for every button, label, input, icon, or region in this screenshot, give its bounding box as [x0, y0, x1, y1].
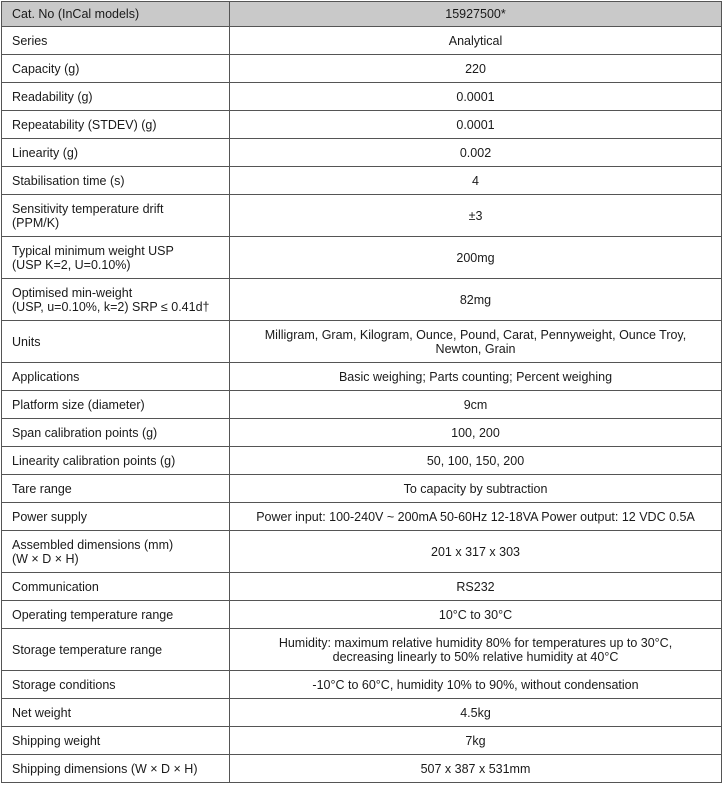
row-label	[2, 391, 230, 419]
row-label	[2, 27, 230, 55]
row-label-text: Net weight	[12, 705, 72, 720]
row-value	[230, 727, 722, 755]
table-row	[2, 447, 722, 475]
row-label-text: Storage temperature range	[12, 642, 163, 657]
row-label-text: Assembled dimensions (mm) (W × D × H)	[12, 537, 174, 566]
table-row	[2, 475, 722, 503]
row-value-text: 50, 100, 150, 200	[426, 453, 525, 468]
row-value	[230, 111, 722, 139]
row-value	[230, 755, 722, 783]
row-value	[230, 601, 722, 629]
row-value-text: 9cm	[463, 397, 488, 412]
row-value	[230, 447, 722, 475]
row-value	[230, 237, 722, 279]
row-value-text: 201 x 317 x 303	[431, 544, 520, 559]
row-label-text: Tare range	[12, 481, 72, 496]
row-label	[2, 83, 230, 111]
row-value	[230, 419, 722, 447]
table-row	[2, 279, 722, 321]
header-value: 15927500*	[230, 2, 722, 27]
table-row	[2, 167, 722, 195]
row-value-text: 4	[472, 173, 479, 188]
row-value	[230, 27, 722, 55]
table-row	[2, 55, 722, 83]
table-row	[2, 27, 722, 55]
row-value-text: Basic weighing; Parts counting; Percent weighing	[338, 369, 613, 384]
row-value	[230, 699, 722, 727]
row-label-text: Series	[12, 33, 48, 48]
header-label: Cat. No (InCal models)	[2, 2, 230, 27]
row-label-text: Platform size (diameter)	[12, 397, 145, 412]
row-value	[230, 671, 722, 699]
table-row	[2, 83, 722, 111]
row-label	[2, 111, 230, 139]
row-value-text: -10°C to 60°C, humidity 10% to 90%, without condensation	[312, 677, 639, 692]
table-row	[2, 195, 722, 237]
row-label	[2, 139, 230, 167]
row-label-text: Communication	[12, 579, 99, 594]
row-label	[2, 629, 230, 671]
row-value-text: 0.0001	[456, 89, 495, 104]
row-value-text: 7kg	[465, 733, 486, 748]
row-label	[2, 475, 230, 503]
row-value	[230, 195, 722, 237]
row-label-text: Units	[12, 334, 41, 349]
header-row	[2, 2, 722, 27]
row-value-text: 100, 200	[451, 425, 500, 440]
table-row	[2, 573, 722, 601]
table-row	[2, 419, 722, 447]
row-value	[230, 573, 722, 601]
row-value-text: Power input: 100-240V ~ 200mA 50-60Hz 12-18VA Power output: 12 VDC 0.5A	[256, 509, 695, 524]
row-value-text: 0.0001	[456, 117, 495, 132]
row-label	[2, 447, 230, 475]
row-label	[2, 279, 230, 321]
row-label-text: Stabilisation time (s)	[12, 173, 125, 188]
row-value	[230, 167, 722, 195]
row-value	[230, 279, 722, 321]
row-value	[230, 629, 722, 671]
row-value-text: 0.002	[459, 145, 492, 160]
row-label-text: Power supply	[12, 509, 88, 524]
row-label	[2, 167, 230, 195]
table-row	[2, 237, 722, 279]
row-value-text: 220	[465, 61, 486, 76]
row-value-text: To capacity by subtraction	[403, 481, 548, 496]
table-row	[2, 755, 722, 783]
table-row	[2, 391, 722, 419]
row-label-text: Linearity calibration points (g)	[12, 453, 176, 468]
row-label	[2, 321, 230, 363]
row-label	[2, 55, 230, 83]
table-row	[2, 629, 722, 671]
specification-table	[1, 1, 722, 783]
row-label	[2, 755, 230, 783]
row-label-text: Typical minimum weight USP (USP K=2, U=0.10%)	[12, 243, 174, 272]
row-label	[2, 699, 230, 727]
row-value	[230, 321, 722, 363]
row-label	[2, 195, 230, 237]
row-value-text: 4.5kg	[460, 705, 491, 720]
row-label-text: Storage conditions	[12, 677, 116, 692]
row-value	[230, 475, 722, 503]
table-row	[2, 363, 722, 391]
row-label	[2, 601, 230, 629]
row-label-text: Applications	[12, 369, 80, 384]
table-row	[2, 531, 722, 573]
row-label-text: Shipping dimensions (W × D × H)	[12, 761, 198, 776]
table-row	[2, 321, 722, 363]
row-value-text: 507 x 387 x 531mm	[420, 761, 531, 776]
row-label-text: Shipping weight	[12, 733, 101, 748]
row-value-text: 200mg	[456, 250, 495, 265]
table-row	[2, 503, 722, 531]
row-value-text: ±3	[468, 208, 483, 223]
row-label-text: Linearity (g)	[12, 145, 78, 160]
row-value	[230, 139, 722, 167]
row-label	[2, 363, 230, 391]
row-value-text: 82mg	[459, 292, 492, 307]
row-value	[230, 503, 722, 531]
table-row	[2, 601, 722, 629]
row-label-text: Span calibration points (g)	[12, 425, 158, 440]
row-label-text: Sensitivity temperature drift (PPM/K)	[12, 201, 164, 230]
row-value-text: 10°C to 30°C	[438, 607, 513, 622]
row-value-text: RS232	[456, 579, 495, 594]
row-label-text: Optimised min-weight (USP, u=0.10%, k=2) SRP ≤ 0.41d†	[12, 285, 210, 314]
row-label	[2, 671, 230, 699]
table-row	[2, 699, 722, 727]
row-value	[230, 55, 722, 83]
row-label-text: Operating temperature range	[12, 607, 174, 622]
table-row	[2, 727, 722, 755]
row-label	[2, 531, 230, 573]
row-label	[2, 503, 230, 531]
row-label	[2, 573, 230, 601]
table-row	[2, 671, 722, 699]
row-value-text: Analytical	[448, 33, 503, 48]
row-label-text: Repeatability (STDEV) (g)	[12, 117, 157, 132]
row-label	[2, 237, 230, 279]
row-value-text: Humidity: maximum relative humidity 80% for temperatures up to 30°C, decreasing linearly to 50% relative humidity at 40°C	[278, 635, 673, 664]
row-value	[230, 531, 722, 573]
row-label	[2, 419, 230, 447]
row-label-text: Capacity (g)	[12, 61, 80, 76]
row-value	[230, 83, 722, 111]
row-value	[230, 363, 722, 391]
row-value-text: Milligram, Gram, Kilogram, Ounce, Pound, Carat, Pennyweight, Ounce Troy, Newton, Grain	[264, 327, 687, 356]
row-label	[2, 727, 230, 755]
row-label-text: Readability (g)	[12, 89, 93, 104]
table-row	[2, 139, 722, 167]
table-row	[2, 111, 722, 139]
row-value	[230, 391, 722, 419]
